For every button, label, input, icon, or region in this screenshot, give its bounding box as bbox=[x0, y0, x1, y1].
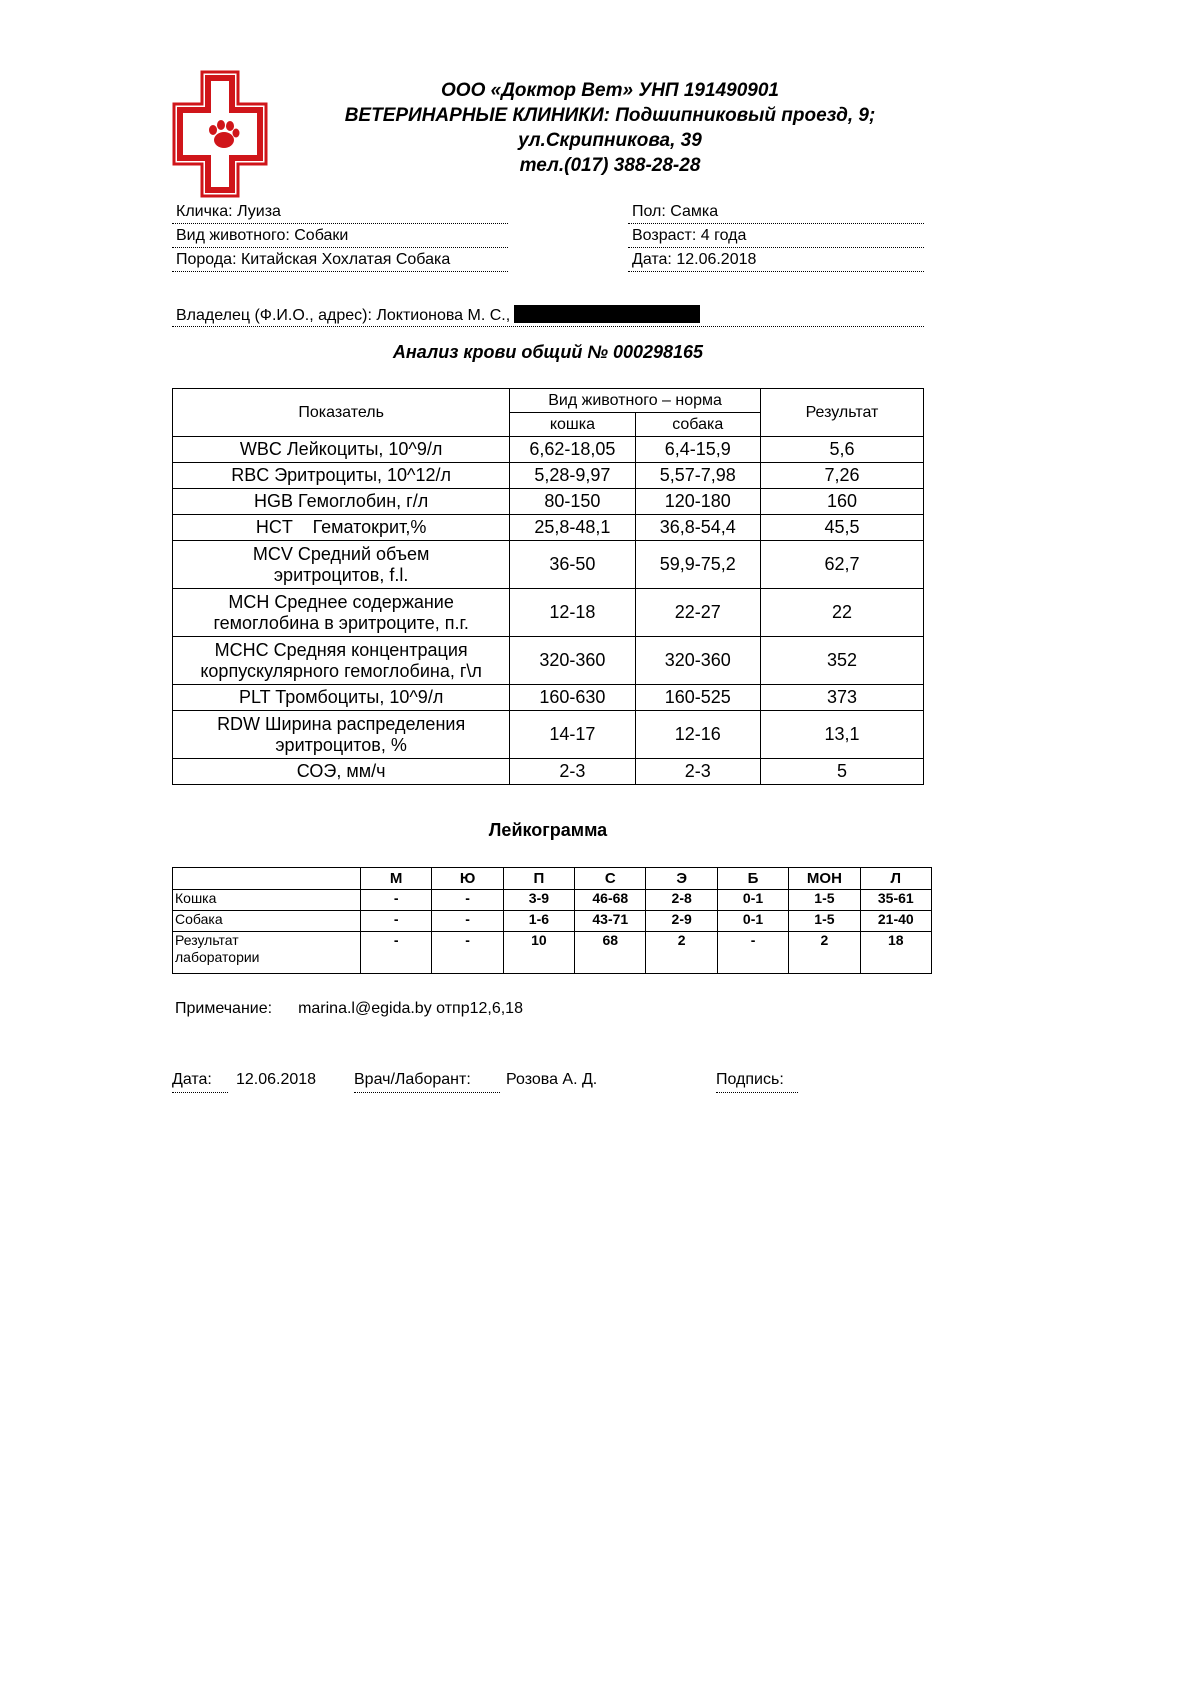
footer-doctor-label: Врач/Лаборант: bbox=[354, 1070, 500, 1093]
clinic-header bbox=[320, 78, 900, 178]
row-label-line2: лаборатории bbox=[175, 949, 260, 965]
dog-norm: 6,4-15,9 bbox=[635, 437, 760, 463]
cell: 21-40 bbox=[860, 911, 931, 932]
col-yu: Ю bbox=[432, 868, 503, 890]
leukogram-corner bbox=[173, 868, 361, 890]
leukogram-table bbox=[172, 867, 932, 974]
cat-norm: 12-18 bbox=[510, 589, 635, 637]
blood-table bbox=[172, 388, 924, 785]
col-p: П bbox=[503, 868, 574, 890]
cell: 1-6 bbox=[503, 911, 574, 932]
patient-sex: Пол: Самка bbox=[628, 202, 924, 224]
owner-text: Владелец (Ф.И.О., адрес): Локтионова М. С., bbox=[176, 307, 511, 324]
cell: 2-9 bbox=[646, 911, 717, 932]
footer-date-label: Дата: bbox=[172, 1070, 228, 1093]
note-label: Примечание: bbox=[175, 1000, 273, 1017]
header-cat: кошка bbox=[510, 413, 635, 437]
note bbox=[175, 1000, 523, 1018]
table-row bbox=[173, 637, 924, 685]
patient-name: Кличка: Луиза bbox=[172, 202, 508, 224]
indicator-name-cont: эритроцитов, f.l. bbox=[273, 564, 409, 585]
dog-norm: 120-180 bbox=[635, 489, 760, 515]
header-norm: Вид животного – норма bbox=[510, 389, 761, 413]
cell: 1-5 bbox=[789, 911, 860, 932]
table-row bbox=[173, 589, 924, 637]
table-row bbox=[173, 932, 932, 974]
cell: 18 bbox=[860, 932, 931, 974]
indicator-name-cont: эритроцитов, % bbox=[275, 734, 407, 755]
table-row bbox=[173, 463, 924, 489]
dog-norm: 160-525 bbox=[635, 685, 760, 711]
patient-breed: Порода: Китайская Хохлатая Собака bbox=[172, 250, 508, 272]
cell: 0-1 bbox=[717, 890, 788, 911]
result-value: 5 bbox=[760, 759, 923, 785]
dog-norm: 22-27 bbox=[635, 589, 760, 637]
dog-norm: 320-360 bbox=[635, 637, 760, 685]
col-m: М bbox=[360, 868, 431, 890]
col-s: С bbox=[575, 868, 646, 890]
clinic-name: ООО «Доктор Вет» УНП 191490901 bbox=[441, 80, 779, 101]
col-e: Э bbox=[646, 868, 717, 890]
cell: - bbox=[360, 911, 431, 932]
footer-date-value: 12.06.2018 bbox=[236, 1071, 317, 1088]
table-row bbox=[173, 711, 924, 759]
cell: 2 bbox=[789, 932, 860, 974]
indicator-name: WBC Лейкоциты, 10^9/л bbox=[239, 439, 443, 459]
leukogram-title: Лейкограмма bbox=[488, 820, 608, 840]
indicator-name: MCHC Средняя концентрация bbox=[214, 639, 468, 660]
indicator-name: HCT Гематокрит,% bbox=[255, 517, 427, 537]
cell: 3-9 bbox=[503, 890, 574, 911]
header-indicator: Показатель bbox=[173, 389, 510, 437]
clinic-phone: тел.(017) 388-28-28 bbox=[519, 155, 701, 176]
patient-age: Возраст: 4 года bbox=[628, 226, 924, 248]
cat-norm: 25,8-48,1 bbox=[510, 515, 635, 541]
cell: 43-71 bbox=[575, 911, 646, 932]
indicator-name: PLT Тромбоциты, 10^9/л bbox=[238, 687, 444, 707]
dog-norm: 36,8-54,4 bbox=[635, 515, 760, 541]
result-value: 352 bbox=[760, 637, 923, 685]
cat-norm: 14-17 bbox=[510, 711, 635, 759]
cell: 10 bbox=[503, 932, 574, 974]
indicator-name: MCH Среднее содержание bbox=[228, 591, 454, 612]
cat-norm: 2-3 bbox=[510, 759, 635, 785]
table-row bbox=[173, 911, 932, 932]
redacted-address bbox=[514, 305, 700, 323]
cell: 1-5 bbox=[789, 890, 860, 911]
dog-norm: 12-16 bbox=[635, 711, 760, 759]
row-label-line1: Результат bbox=[175, 932, 239, 948]
cat-norm: 6,62-18,05 bbox=[510, 437, 635, 463]
indicator-name-cont: гемоглобина в эритроците, п.г. bbox=[213, 612, 469, 633]
table-row bbox=[173, 541, 924, 589]
cell: 2 bbox=[646, 932, 717, 974]
cell: 68 bbox=[575, 932, 646, 974]
result-value: 5,6 bbox=[760, 437, 923, 463]
table-row bbox=[173, 759, 924, 785]
cell: 0-1 bbox=[717, 911, 788, 932]
cell: - bbox=[360, 890, 431, 911]
result-value: 62,7 bbox=[760, 541, 923, 589]
dog-norm: 2-3 bbox=[635, 759, 760, 785]
indicator-name: RDW Ширина распределения bbox=[217, 713, 466, 734]
cell: - bbox=[360, 932, 431, 974]
cat-norm: 320-360 bbox=[510, 637, 635, 685]
cat-norm: 36-50 bbox=[510, 541, 635, 589]
clinic-addresses: ВЕТЕРИНАРНЫЕ КЛИНИКИ: Подшипниковый проезд, 9; bbox=[344, 105, 876, 126]
col-b: Б bbox=[717, 868, 788, 890]
col-l: Л bbox=[860, 868, 931, 890]
clinic-logo bbox=[172, 70, 268, 198]
result-value: 160 bbox=[760, 489, 923, 515]
indicator-name: HGB Гемоглобин, г/л bbox=[254, 491, 429, 511]
footer-signature-label: Подпись: bbox=[716, 1070, 798, 1093]
dog-norm: 59,9-75,2 bbox=[635, 541, 760, 589]
row-label: Кошка bbox=[173, 890, 361, 911]
row-label bbox=[173, 932, 361, 974]
cell: - bbox=[432, 890, 503, 911]
patient-species: Вид животного: Собаки bbox=[172, 226, 508, 248]
header-dog: собака bbox=[635, 413, 760, 437]
clinic-address-2: ул.Скрипникова, 39 bbox=[518, 130, 702, 151]
owner-field bbox=[172, 305, 924, 327]
footer-doctor-value: Розова А. Д. bbox=[506, 1071, 598, 1088]
table-row bbox=[173, 489, 924, 515]
result-value: 7,26 bbox=[760, 463, 923, 489]
table-row bbox=[173, 515, 924, 541]
result-value: 13,1 bbox=[760, 711, 923, 759]
result-value: 22 bbox=[760, 589, 923, 637]
indicator-name: MCV Средний объем bbox=[252, 543, 430, 564]
table-row bbox=[173, 685, 924, 711]
indicator-name: RBC Эритроциты, 10^12/л bbox=[231, 465, 452, 485]
cell: - bbox=[432, 911, 503, 932]
cell: 35-61 bbox=[860, 890, 931, 911]
cell: - bbox=[432, 932, 503, 974]
result-value: 373 bbox=[760, 685, 923, 711]
cell: 46-68 bbox=[575, 890, 646, 911]
cell: 2-8 bbox=[646, 890, 717, 911]
col-mon: МОН bbox=[789, 868, 860, 890]
row-label: Собака bbox=[173, 911, 361, 932]
cat-norm: 160-630 bbox=[510, 685, 635, 711]
table-row bbox=[173, 437, 924, 463]
analysis-date: Дата: 12.06.2018 bbox=[628, 250, 924, 272]
dog-norm: 5,57-7,98 bbox=[635, 463, 760, 489]
cell: - bbox=[717, 932, 788, 974]
table-row bbox=[173, 890, 932, 911]
indicator-name-cont: корпускулярного гемоглобина, г\л bbox=[200, 660, 482, 681]
header-result: Результат bbox=[760, 389, 923, 437]
result-value: 45,5 bbox=[760, 515, 923, 541]
cat-norm: 80-150 bbox=[510, 489, 635, 515]
analysis-title: Анализ крови общий № 000298165 bbox=[392, 342, 704, 362]
indicator-name: СОЭ, мм/ч bbox=[296, 761, 386, 781]
note-value: marina.l@egida.by отпр12,6,18 bbox=[298, 1000, 523, 1017]
cat-norm: 5,28-9,97 bbox=[510, 463, 635, 489]
